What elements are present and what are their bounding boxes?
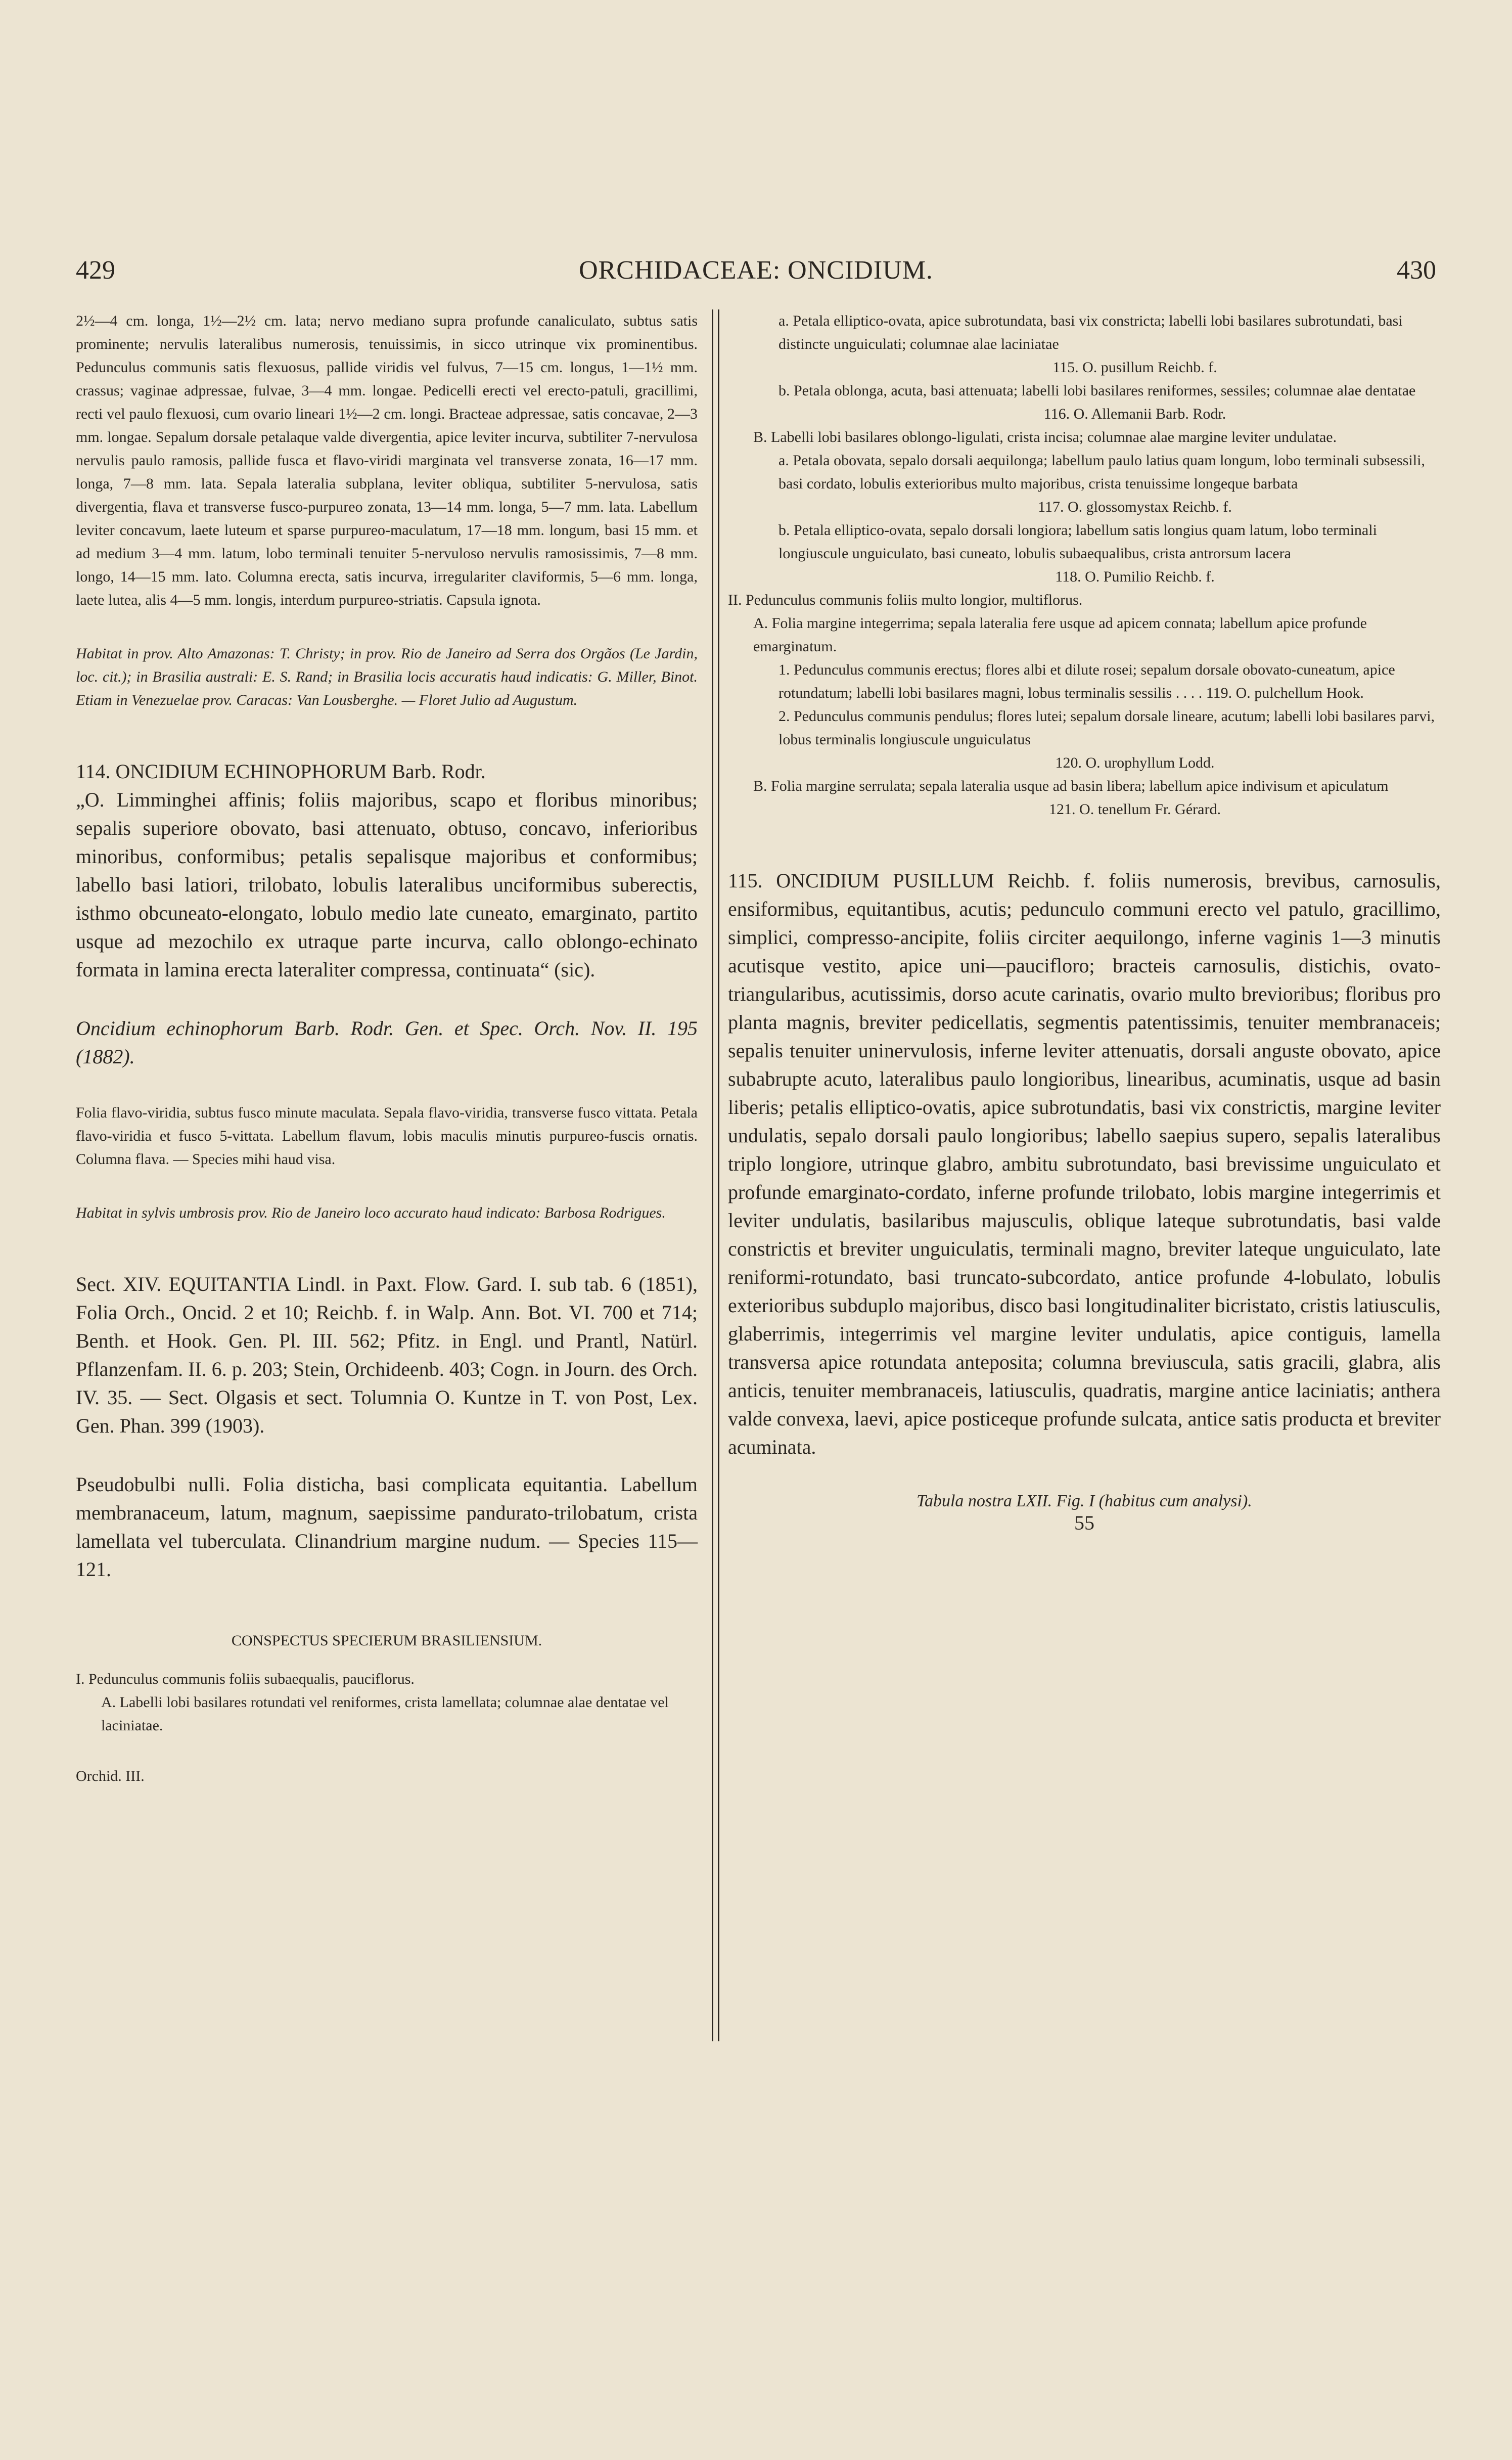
key-item-b2: b. Petala elliptico-ovata, sepalo dorsali longiora; labellum satis longius quam latum, lobo terminali longiuscule unguiculato, basi cuneato, lobulis subaequalibus, crista antrorsum lacera xyxy=(778,522,1377,562)
description-paragraph: 2½—4 cm. longa, 1½—2½ cm. lata; nervo mediano supra profunde canaliculato, subtus satis prominente; nervulis lateralibus numerosis, tenuissimis, in sicco utrinque vix prominentibus. Pedunculus communis satis flexuosus, pallide viridis vel fulvus, 7—15 cm. longus, 1—1½ mm. crassus; vaginae adpressae, fulvae, 3—4 mm. longae. Pedicelli erecti vel erecto-patuli, gracillimi, recti vel paulo flexuosi, cum ovario lineari 1½—2 cm. longi. Bracteae adpressae, satis concavae, 2—3 mm. longae. Sepalum dorsale petalaque valde divergentia, apice leviter incurva, subtiliter 7-nervulosa nervulis paulo ramosis, pallide fusca et flavo-viridi marginata vel transverse zonata, 16—17 mm. longa, 7—8 mm. lata. Sepala lateralia subplana, leviter obliqua, subtiliter 5-nervulosa, satis divergentia, flava et transverse fusco-purpureo zonata, 13—14 mm. longa, 5—7 mm. lata. Labellum leviter concavum, laete luteum et sparse purpureo-maculatum, 17—18 mm. longum, basi 15 mm. et ad medium 3—4 mm. latum, lobo terminali tenuiter 5-nervuloso nervulis ramosissimis, 7—8 mm. longo, 14—15 mm. lato. Columna erecta, satis incurva, irregulariter claviformis, 5—6 mm. longa, laete lutea, alis 4—5 mm. longis, interdum purpureo-striatis. Capsula ignota. xyxy=(76,312,698,608)
section-description: Pseudobulbi nulli. Folia disticha, basi complicata equitantia. Labellum membranaceum, latum, magnum, saepissime pandurato-trilobatum, crista lamellata vel tuberculata. Clinandrium margine nudum. — Species 115—121. xyxy=(76,1473,698,1581)
key-taxon-118: 118. O. Pumilio Reichb. f. xyxy=(1055,568,1215,585)
habitat-paragraph: Habitat in prov. Alto Amazonas: T. Christy; in prov. Rio de Janeiro ad Serra dos Orgãos (Le Jardin, loc. cit.); in Brasilia australi: E. S. Rand; in Brasilia locis accuratis haud indicatis: G. Miller, Binot. Etiam in Venezuelae prov. Caracas: Van Lousberghe. — Floret Julio ad Augustum. xyxy=(76,645,698,708)
signature: Orchid. III. xyxy=(76,1768,145,1784)
plate-caption: Tabula nostra LXII. Fig. I (habitus cum analysi). xyxy=(917,1492,1252,1510)
key-item-IIA: A. Folia margine integerrima; sepala lateralia fere usque ad apicem connata; labellum apice profunde emarginatum. xyxy=(753,615,1367,655)
species-114-description: „O. Limminghei affinis; foliis majoribus, scapo et floribus minoribus; sepalis superiore obovato, basi attenuato, obtuso, concavo, inferioribus minoribus, conformibus; petalis sepalisque majoribus et conformibus; labello basi latiori, trilobato, lobulis lateralibus unciformibus suberectis, isthmo obcuneato-elongato, lobulo medio late cuneato, emarginato, partito usque ad mezochilo ex utraque parte incurva, callo oblongo-echinato formata in lamina erecta lateraliter compressa, continuata“ (sic). xyxy=(76,788,698,981)
species-114-notes: Folia flavo-viridia, subtus fusco minute maculata. Sepala flavo-viridia, transverse fusco vittata. Petala flavo-viridia et fusco 5-vittata. Labellum flavum, lobis maculis minutis purpureo-fuscis ornatis. Columna flava. — Species mihi haud visa. xyxy=(76,1104,698,1168)
key-item-2: 2. Pedunculus communis pendulus; flores lutei; sepalum dorsale lineare, acutum; labelli lobi basilares parvi, lobus terminalis longiuscule unguiculatus xyxy=(778,708,1435,748)
page-number-left: 429 xyxy=(76,256,115,285)
key-list-continued xyxy=(728,309,1441,821)
signature-number: 55 xyxy=(1074,1511,1094,1534)
page-number-right: 430 xyxy=(1397,256,1436,285)
key-item-a1: a. Petala elliptico-ovata, apice subrotundata, basi vix constricta; labelli lobi basilares subrotundati, basi distincte unguiculati; columnae alae laciniatae xyxy=(778,312,1403,352)
habitat-paragraph-2: Habitat in sylvis umbrosis prov. Rio de Janeiro loco accurato haud indicato: Barbosa Rodrigues. xyxy=(76,1204,666,1221)
running-title: ORCHIDACEAE: ONCIDIUM. xyxy=(579,256,933,285)
key-taxon-116: 116. O. Allemanii Barb. Rodr. xyxy=(1043,406,1226,422)
key-taxon-120: 120. O. urophyllum Lodd. xyxy=(1055,754,1215,771)
key-item-1: 1. Pedunculus communis erectus; flores albi et dilute rosei; sepalum dorsale obovato-cuneatum, apice rotundatum; labelli lobi basilares magni, lobus terminalis sessilis . . . . 119. O. pulchellum Hook. xyxy=(778,661,1395,701)
column-divider-inner xyxy=(718,309,719,2041)
key-list xyxy=(76,1668,698,1737)
left-column xyxy=(76,309,698,1785)
right-column xyxy=(728,309,1441,1535)
key-taxon-115: 115. O. pusillum Reichb. f. xyxy=(1052,359,1217,376)
key-item-II: II. Pedunculus communis foliis multo longior, multiflorus. xyxy=(728,592,1083,608)
key-taxon-121: 121. O. tenellum Fr. Gérard. xyxy=(1049,801,1221,818)
conspectus-title: CONSPECTUS SPECIERUM BRASILIENSIUM. xyxy=(231,1632,542,1649)
key-item-IA: A. Labelli lobi basilares rotundati vel reniformes, crista lamellata; columnae alae dentatae vel laciniatae. xyxy=(101,1694,669,1734)
column-divider xyxy=(712,309,713,2041)
key-item-a2: a. Petala obovata, sepalo dorsali aequilonga; labellum paulo latius quam longum, lobo terminali subsessili, basi cordato, lobulis exterioribus multo majoribus, crista tenuissime longeque barbata xyxy=(778,452,1425,492)
species-114-reference: Oncidium echinophorum Barb. Rodr. Gen. et Spec. Orch. Nov. II. 195 (1882). xyxy=(76,1017,698,1068)
species-114-heading: 114. ONCIDIUM ECHINOPHORUM Barb. Rodr. xyxy=(76,760,486,783)
page-header xyxy=(76,255,1436,291)
key-taxon-117: 117. O. glossomystax Reichb. f. xyxy=(1038,499,1232,515)
key-item-IIB: B. Folia margine serrulata; sepala lateralia usque ad basin libera; labellum apice indivisum et apiculatum xyxy=(753,778,1389,794)
species-115-description: 115. ONCIDIUM PUSILLUM Reichb. f. foliis numerosis, brevibus, carnosulis, ensiformibus, equitantibus, acutis; pedunculo communi erecto vel patulo, gracillimo, simplici, compresso-ancipite, foliis circiter aequilongo, inferne vaginis 1—3 minutis acutisque vestito, apice uni—paucifloro; bracteis carnosulis, distichis, ovato-triangularibus, acutissimis, dorso acute carinatis, ovario multo brevioribus; floribus pro planta magnis, breviter pedicellatis, segmentis patentissimis, tenuiter membranaceis; sepalis tenuiter uninervulosis, inferne leviter attenuatis, dorsali anguste obovato, apice subabrupte acuto, lateralibus paulo longioribus, linearibus, acuminatis, usque ad basin liberis; petalis elliptico-ovatis, apice subrotundatis, basi vix constrictis, margine leviter undulatis, sepalo dorsali paulo longioribus; labello saepius supero, sepalis lateralibus triplo longiore, utrinque glabro, ambitu subrotundato, basi brevissime unguiculato et profunde emarginato-cordato, inferne profunde trilobato, lobis margine integerrimis et leviter undulatis, basilaribus majusculis, oblique lateque subrotundatis, basi valde constrictis et breviter unguiculatis, terminali magno, breviter lateque unguiculato, late reniformi-rotundato, basi truncato-subcordato, antice profunde 4-lobulato, lobulis exterioribus subduplo majoribus, disco basi longitudinaliter bicristato, cristis latiusculis, glaberrimis, integerrimis vel margine leviter undulatis, apice contiguis, lamella transversa apice rotundata anteposita; columna breviuscula, satis gracili, glabra, alis anticis, tenuiter membranaceis, latiusculis, quadratis, margine antice laciniatis; anthera valde convexa, laevi, apice posticeque profunde sulcata, antice satis producta et breviter acuminata. xyxy=(728,869,1441,1458)
key-item-b1: b. Petala oblonga, acuta, basi attenuata; labelli lobi basilares reniformes, sessiles; columnae alae dentatae xyxy=(778,382,1416,399)
key-item-B: B. Labelli lobi basilares oblongo-ligulati, crista incisa; columnae alae margine leviter undulatae. xyxy=(753,429,1337,445)
section-heading: Sect. XIV. EQUITANTIA Lindl. in Paxt. Flow. Gard. I. sub tab. 6 (1851), Folia Orch., Oncid. 2 et 10; Reichb. f. in Walp. Ann. Bot. VI. 700 et 714; Benth. et Hook. Gen. Pl. III. 562; Pfitz. in Engl. und Prantl, Natürl. Pflanzenfam. II. 6. p. 203; Stein, Orchideenb. 403; Cogn. in Journ. des Orch. IV. 35. — Sect. Olgasis et sect. Tolumnia O. Kuntze in T. von Post, Lex. Gen. Phan. 399 (1903). xyxy=(76,1273,698,1437)
key-item-I: I. Pedunculus communis foliis subaequalis, pauciflorus. xyxy=(76,1671,415,1687)
